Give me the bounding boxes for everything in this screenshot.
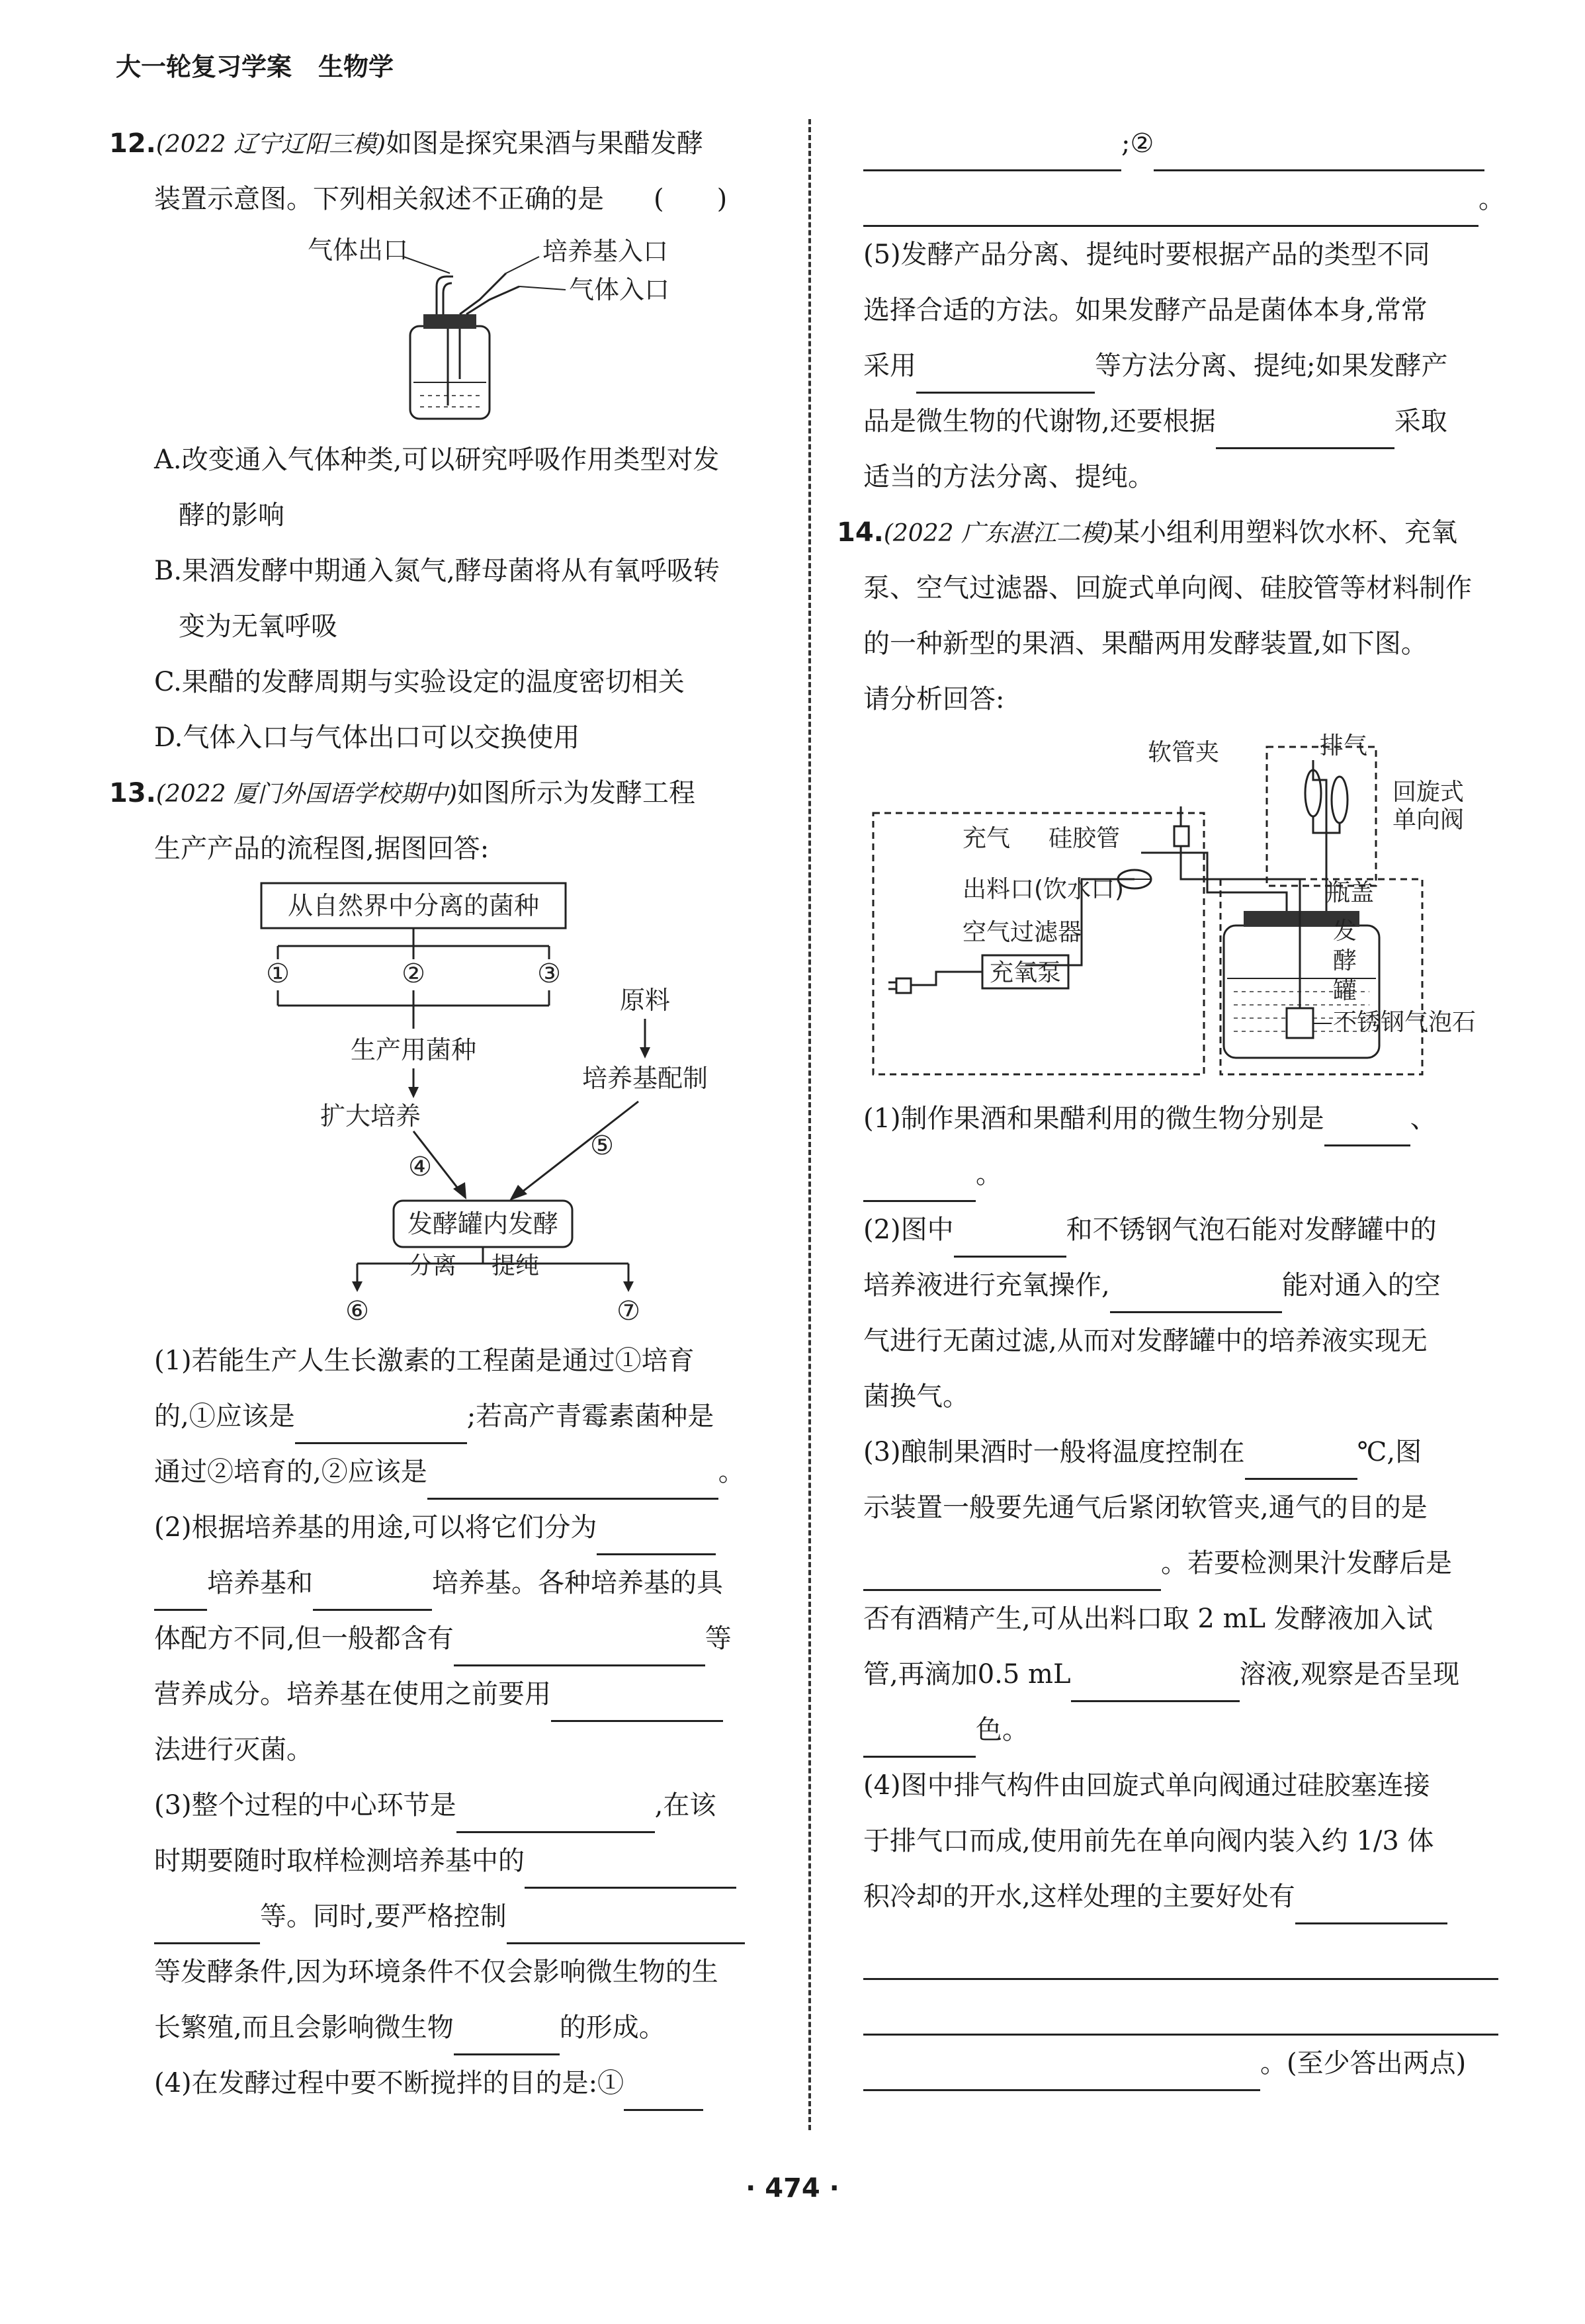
text: 的,①应该是 xyxy=(154,1401,295,1432)
q14-p2-line3: 气进行无菌过滤,从而对发酵罐中的培养液实现无 xyxy=(863,1326,1428,1356)
label-tank-2: 酵 xyxy=(1333,947,1357,974)
answer-blank[interactable] xyxy=(624,2080,703,2111)
q14-p2-line2 xyxy=(863,1258,1502,1313)
text: 品是微生物的代谢物,还要根据 xyxy=(863,406,1216,437)
q13-p3-line3 xyxy=(109,1889,787,1944)
answer-blank[interactable] xyxy=(863,140,1121,171)
text: (3)酿制果酒时一般将温度控制在 xyxy=(863,1437,1245,1467)
flow-c4: ④ xyxy=(408,1152,432,1182)
q14-p4-line5 xyxy=(863,1980,1502,2036)
q14-p3-line6 xyxy=(863,1702,1502,1758)
column-divider xyxy=(808,119,811,2130)
text: ℃,图 xyxy=(1357,1437,1422,1467)
text: 培养液进行充氧操作, xyxy=(863,1270,1110,1301)
q14-p4-line4 xyxy=(863,1924,1502,1980)
q13-number: 13. xyxy=(109,778,156,808)
q12-apparatus-figure xyxy=(109,227,787,432)
q13-p4-line2 xyxy=(863,116,1502,171)
text: ;② xyxy=(1121,128,1154,159)
q14-device-figure xyxy=(863,727,1502,1091)
text: 等 xyxy=(705,1623,732,1654)
q12-stem: 如图是探究果酒与果醋发酵 xyxy=(386,128,704,159)
q14-stem-line2: 泵、空气过滤器、回旋式单向阀、硅胶管等材料制作 xyxy=(863,573,1472,603)
q13-stem: 如图所示为发酵工程 xyxy=(457,778,696,808)
answer-blank[interactable] xyxy=(863,2060,1260,2091)
label-inflate: 充气 xyxy=(963,825,1011,852)
text: 和不锈钢气泡石能对发酵罐中的 xyxy=(1066,1215,1437,1245)
text: 。若要检测果汁发酵后是 xyxy=(1161,1548,1452,1578)
page-number: · 474 · xyxy=(746,2173,839,2204)
text: 管,再滴加0.5 mL xyxy=(863,1659,1071,1690)
text: 长繁殖,而且会影响微生物 xyxy=(154,2012,454,2043)
text: ;若高产青霉素菌种是 xyxy=(466,1401,714,1432)
q14-p1-line1 xyxy=(863,1091,1502,1146)
q12-option-d: D.气体入口与气体出口可以交换使用 xyxy=(154,722,580,753)
answer-blank[interactable] xyxy=(313,1580,432,1611)
answer-blank[interactable] xyxy=(154,1913,260,1944)
label-gas-outlet: 气体出口 xyxy=(308,236,409,265)
text: 能对通入的空 xyxy=(1281,1270,1441,1301)
q14-stem-line4: 请分析回答: xyxy=(863,684,1005,714)
text: (1)制作果酒和果醋利用的微生物分别是 xyxy=(863,1103,1324,1134)
q12-stem-line2 xyxy=(109,171,787,227)
flow-ferment: 发酵罐内发酵 xyxy=(407,1209,559,1238)
answer-blank[interactable] xyxy=(954,1227,1066,1258)
left-column xyxy=(109,116,787,2111)
q12-number: 12. xyxy=(109,128,156,159)
text: 培养基。各种培养基的具 xyxy=(432,1568,723,1598)
label-valve: 回旋式 xyxy=(1392,779,1465,806)
q14-p2-line4: 菌换气。 xyxy=(863,1381,969,1412)
text: (3)整个过程的中心环节是 xyxy=(154,1790,456,1821)
q13-p2-line1 xyxy=(109,1500,787,1555)
q12-stem-line1 xyxy=(109,116,787,171)
text: 体配方不同,但一般都含有 xyxy=(154,1623,454,1654)
text: ,在该 xyxy=(654,1790,716,1821)
q13-p5-line2: 选择合适的方法。如果发酵产品是菌体本身,常常 xyxy=(863,295,1428,325)
bubble-stone xyxy=(1287,1008,1313,1038)
answer-blank[interactable] xyxy=(427,1469,718,1500)
flow-c7: ⑦ xyxy=(617,1296,640,1326)
q13-p2-line2 xyxy=(109,1555,787,1611)
text: 培养基和 xyxy=(207,1568,313,1598)
label-exhaust: 排气 xyxy=(1320,732,1368,759)
answer-blank[interactable] xyxy=(1245,1449,1357,1480)
flow-expand: 扩大培养 xyxy=(320,1101,421,1131)
q14-number: 14. xyxy=(837,517,884,548)
answer-blank[interactable] xyxy=(863,1949,1498,1980)
text: 采取 xyxy=(1394,406,1447,437)
flow-c6: ⑥ xyxy=(345,1296,369,1326)
flow-c2: ② xyxy=(402,959,425,989)
q13-p2-line4 xyxy=(109,1666,787,1722)
answer-blank[interactable] xyxy=(597,1524,716,1555)
q13-p5-line3 xyxy=(863,338,1502,394)
answer-blank[interactable] xyxy=(154,1580,207,1611)
answer-blank[interactable] xyxy=(525,1858,736,1889)
q14-stem-line1 xyxy=(837,505,1502,560)
text: (4)在发酵过程中要不断搅拌的目的是:① xyxy=(154,2068,624,2098)
q14-p1-line2 xyxy=(863,1146,1502,1202)
flow-top: 从自然界中分离的菌种 xyxy=(287,891,540,920)
flow-medium: 培养基配制 xyxy=(581,1064,708,1093)
running-header xyxy=(116,46,420,83)
q13-p3-line5 xyxy=(109,2000,787,2055)
right-column xyxy=(837,116,1505,2091)
q13-p1-line2 xyxy=(109,1389,787,1444)
text: 积冷却的开水,这样处理的主要好处有 xyxy=(863,1881,1295,1912)
flow-c5: ⑤ xyxy=(590,1131,614,1161)
q13-p1-line3 xyxy=(109,1444,787,1500)
text: (2)图中 xyxy=(863,1215,954,1245)
label-tank-1: 发 xyxy=(1333,918,1357,945)
q14-source: (2022 广东湛江二模) xyxy=(883,520,1114,547)
q13-source: (2022 厦门外国语学校期中) xyxy=(155,781,458,808)
q14-p4-line3 xyxy=(863,1869,1502,1924)
q13-p5-line5: 适当的方法分离、提纯。 xyxy=(863,462,1154,492)
label-pump: 充氧泵 xyxy=(989,959,1062,986)
label-medium-inlet: 培养基入口 xyxy=(542,237,669,266)
answer-blank[interactable] xyxy=(1295,1893,1447,1924)
q13-p1-line1: (1)若能生产人生长激素的工程菌是通过①培育 xyxy=(154,1346,695,1376)
text: 营养成分。培养基在使用之前要用 xyxy=(154,1679,551,1709)
text: 。 xyxy=(976,1159,1002,1189)
q14-p2-line1 xyxy=(863,1202,1502,1258)
answer-blank[interactable] xyxy=(456,1802,655,1833)
label-filter: 空气过滤器 xyxy=(963,919,1082,946)
text: 。 xyxy=(1478,184,1505,214)
answer-blank[interactable] xyxy=(295,1413,467,1444)
q13-flowchart xyxy=(109,877,787,1333)
q13-p5-line4 xyxy=(863,394,1502,449)
q14-p3-line3 xyxy=(863,1535,1502,1591)
flow-strain: 生产用菌种 xyxy=(350,1035,477,1064)
q12-option-a: A.改变通入气体种类,可以研究呼吸作用类型对发 xyxy=(154,445,720,475)
answer-paren: ( ) xyxy=(654,184,728,214)
q12-option-b-cont: 变为无氧呼吸 xyxy=(179,611,337,642)
text: (2)根据培养基的用途,可以将它们分为 xyxy=(154,1512,597,1543)
q13-p4-line3 xyxy=(863,171,1505,227)
q14-p4-line6 xyxy=(863,2036,1502,2091)
answer-blank[interactable] xyxy=(863,196,1478,227)
answer-blank[interactable] xyxy=(863,1560,1161,1591)
flow-sep: 分离 xyxy=(408,1252,456,1279)
q14-stem-line3: 的一种新型的果酒、果醋两用发酵装置,如下图。 xyxy=(863,628,1428,659)
label-cap: 瓶盖 xyxy=(1326,879,1375,906)
subject-name: 生物学 xyxy=(318,52,394,81)
label-tank-3: 罐 xyxy=(1333,977,1357,1004)
text: 色。 xyxy=(976,1715,1029,1745)
tube-clamp xyxy=(1174,826,1189,846)
answer-blank[interactable] xyxy=(454,2024,560,2055)
text: 的形成。 xyxy=(559,2012,665,2043)
q13-p3-line4: 等发酵条件,因为环境条件不仅会影响微生物的生 xyxy=(154,1957,718,1987)
answer-blank[interactable] xyxy=(863,2004,1498,2036)
q12-source: (2022 辽宁辽阳三模) xyxy=(155,131,386,158)
flow-raw: 原料 xyxy=(619,986,671,1015)
q14-p3-line5 xyxy=(863,1647,1502,1702)
answer-blank[interactable] xyxy=(863,1171,976,1202)
answer-blank[interactable] xyxy=(1154,140,1484,171)
q14-p3-line4: 否有酒精产生,可从出料口取 2 mL 发酵液加入试 xyxy=(863,1604,1433,1634)
text: 通过②培育的,②应该是 xyxy=(154,1457,427,1487)
book-title: 大一轮复习学案 xyxy=(116,52,292,81)
label-outlet: 出料口(饮水口) xyxy=(963,876,1125,903)
label-tube: 硅胶管 xyxy=(1049,825,1121,852)
answer-blank[interactable] xyxy=(916,363,1095,394)
q13-stem-line1 xyxy=(109,765,787,821)
q12-option-b: B.果酒发酵中期通入氮气,酵母菌将从有氧呼吸转 xyxy=(154,556,720,586)
q12-option-c: C.果醋的发酵周期与实验设定的温度密切相关 xyxy=(154,667,685,697)
answer-blank[interactable] xyxy=(1216,418,1394,449)
answer-blank[interactable] xyxy=(1071,1671,1240,1702)
answer-blank[interactable] xyxy=(551,1691,723,1722)
answer-blank[interactable] xyxy=(863,1727,976,1758)
label-clamp: 软管夹 xyxy=(1148,739,1220,766)
label-gas-inlet: 气体入口 xyxy=(569,275,670,304)
answer-blank[interactable] xyxy=(1110,1282,1282,1313)
q13-p3-line1 xyxy=(109,1778,787,1833)
flow-c1: ① xyxy=(266,959,290,989)
q13-stem-line2: 生产产品的流程图,据图回答: xyxy=(154,834,490,864)
q14-stem: 某小组利用塑料饮水杯、充氧 xyxy=(1113,517,1458,548)
q13-p3-line2 xyxy=(109,1833,787,1889)
text: 。 xyxy=(718,1457,745,1487)
q14-p3-line1 xyxy=(863,1424,1502,1480)
flow-pur: 提纯 xyxy=(492,1252,540,1279)
text: 。(至少答出两点) xyxy=(1260,2048,1467,2079)
label-valve-2: 单向阀 xyxy=(1392,806,1465,834)
q13-p4-line1 xyxy=(109,2055,787,2111)
text: 、 xyxy=(1410,1103,1437,1134)
answer-blank[interactable] xyxy=(507,1913,745,1944)
answer-blank[interactable] xyxy=(454,1635,705,1666)
text: 等方法分离、提纯;如果发酵产 xyxy=(1095,351,1448,381)
q12-option-a-cont: 酵的影响 xyxy=(179,500,284,531)
q14-p4-line2: 于排气口而成,使用前先在单向阀内装入约 1/3 体 xyxy=(863,1826,1434,1856)
q14-p3-line2: 示装置一般要先通气后紧闭软管夹,通气的目的是 xyxy=(863,1492,1428,1523)
text: 溶液,观察是否呈现 xyxy=(1239,1659,1460,1690)
q14-p4-line1: (4)图中排气构件由回旋式单向阀通过硅胶塞连接 xyxy=(863,1770,1430,1801)
flow-c3: ③ xyxy=(537,959,561,989)
text: 采用 xyxy=(863,351,916,381)
text: 时期要随时取样检测培养基中的 xyxy=(154,1846,525,1876)
q13-p2-line3 xyxy=(109,1611,787,1666)
answer-blank[interactable] xyxy=(1324,1115,1410,1146)
q12-stem2: 装置示意图。下列相关叙述不正确的是 xyxy=(154,184,604,214)
q13-p2-line5: 法进行灭菌。 xyxy=(154,1735,313,1765)
text: 等。同时,要严格控制 xyxy=(260,1901,507,1932)
q13-p5-line1: (5)发酵产品分离、提纯时要根据产品的类型不同 xyxy=(863,239,1430,270)
label-stone: 不锈钢气泡石 xyxy=(1333,1009,1477,1036)
